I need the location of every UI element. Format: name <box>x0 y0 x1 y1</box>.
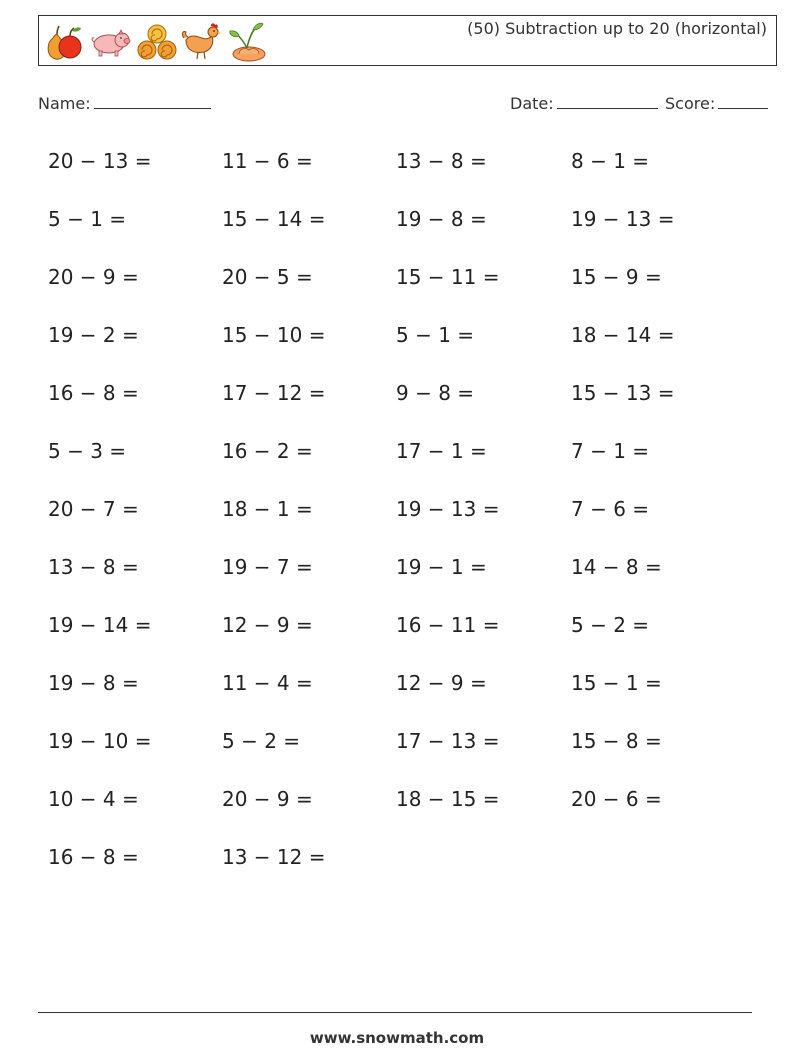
problem-8: 19 − 13 = <box>571 207 675 231</box>
problem-13: 19 − 2 = <box>48 323 139 347</box>
problem-23: 17 − 1 = <box>396 439 487 463</box>
problem-45: 10 − 4 = <box>48 787 139 811</box>
problem-28: 7 − 6 = <box>571 497 650 521</box>
problem-31: 19 − 1 = <box>396 555 487 579</box>
header-icons <box>43 20 269 62</box>
score-line[interactable] <box>718 92 768 109</box>
problem-12: 15 − 9 = <box>571 265 662 289</box>
problem-grid <box>48 143 748 897</box>
problem-25: 20 − 7 = <box>48 497 139 521</box>
problem-5: 5 − 1 = <box>48 207 127 231</box>
name-label: Name: <box>38 94 91 113</box>
problem-29: 13 − 8 = <box>48 555 139 579</box>
date-line[interactable] <box>557 92 658 109</box>
problem-30: 19 − 7 = <box>222 555 313 579</box>
problem-36: 5 − 2 = <box>571 613 650 637</box>
problem-7: 19 − 8 = <box>396 207 487 231</box>
peach-icon <box>225 20 269 62</box>
problem-15: 5 − 1 = <box>396 323 475 347</box>
problem-6: 15 − 14 = <box>222 207 326 231</box>
problem-41: 19 − 10 = <box>48 729 152 753</box>
problem-4: 8 − 1 = <box>571 149 650 173</box>
footer-url: www.snowmath.com <box>309 1029 485 1047</box>
problem-38: 11 − 4 = <box>222 671 313 695</box>
problem-33: 19 − 14 = <box>48 613 152 637</box>
problem-24: 7 − 1 = <box>571 439 650 463</box>
problem-26: 18 − 1 = <box>222 497 313 521</box>
problem-47: 18 − 15 = <box>396 787 500 811</box>
problem-20: 15 − 13 = <box>571 381 675 405</box>
name-line[interactable] <box>94 92 211 109</box>
problem-34: 12 − 9 = <box>222 613 313 637</box>
problem-17: 16 − 8 = <box>48 381 139 405</box>
problem-9: 20 − 9 = <box>48 265 139 289</box>
problem-10: 20 − 5 = <box>222 265 313 289</box>
problem-43: 17 − 13 = <box>396 729 500 753</box>
name-field <box>38 92 211 113</box>
problem-11: 15 − 11 = <box>396 265 500 289</box>
pig-icon <box>89 20 133 62</box>
problem-21: 5 − 3 = <box>48 439 127 463</box>
problem-19: 9 − 8 = <box>396 381 475 405</box>
problem-46: 20 − 9 = <box>222 787 313 811</box>
problem-14: 15 − 10 = <box>222 323 326 347</box>
worksheet-header <box>38 15 777 66</box>
problem-16: 18 − 14 = <box>571 323 675 347</box>
date-field <box>510 92 658 113</box>
problem-50: 13 − 12 = <box>222 845 326 869</box>
hen-icon <box>180 20 224 62</box>
worksheet-title: (50) Subtraction up to 20 (horizontal) <box>467 19 767 38</box>
problem-2: 11 − 6 = <box>222 149 313 173</box>
problem-39: 12 − 9 = <box>396 671 487 695</box>
problem-40: 15 − 1 = <box>571 671 662 695</box>
problem-32: 14 − 8 = <box>571 555 662 579</box>
problem-42: 5 − 2 = <box>222 729 301 753</box>
problem-27: 19 − 13 = <box>396 497 500 521</box>
problem-18: 17 − 12 = <box>222 381 326 405</box>
problem-49: 16 − 8 = <box>48 845 139 869</box>
problem-35: 16 − 11 = <box>396 613 500 637</box>
score-label: Score: <box>665 94 716 113</box>
footer-divider <box>38 1012 752 1013</box>
problem-44: 15 − 8 = <box>571 729 662 753</box>
problem-37: 19 − 8 = <box>48 671 139 695</box>
problem-22: 16 − 2 = <box>222 439 313 463</box>
fruit-icon <box>43 20 87 62</box>
problem-48: 20 − 6 = <box>571 787 662 811</box>
problem-3: 13 − 8 = <box>396 149 487 173</box>
date-label: Date: <box>510 94 554 113</box>
problem-1: 20 − 13 = <box>48 149 152 173</box>
snail-icon <box>135 20 179 62</box>
score-field <box>665 92 768 113</box>
